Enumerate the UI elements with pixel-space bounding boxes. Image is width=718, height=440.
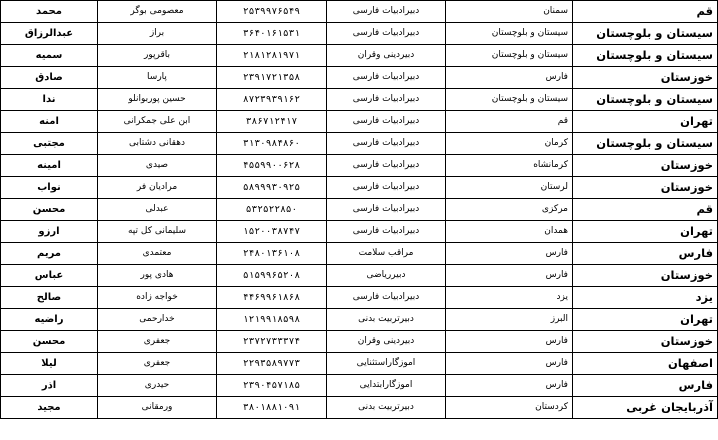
- national-code-cell: ۸۷۲۳۹۳۹۱۶۲: [217, 89, 327, 111]
- city-cell: سمنان: [446, 1, 573, 23]
- job-title-cell: دبیرادبیات فارسی: [327, 23, 446, 45]
- province-cell: اصفهان: [573, 353, 718, 375]
- job-title-cell: اموزگارابتدایی: [327, 375, 446, 397]
- province-cell: آذربایجان غربی: [573, 397, 718, 419]
- given-name-cell: محسن: [1, 199, 98, 221]
- province-cell: فارس: [573, 375, 718, 397]
- job-title-cell: دبیردینی وقران: [327, 45, 446, 67]
- given-name-cell: مریم: [1, 243, 98, 265]
- national-code-cell: ۲۳۷۲۷۳۳۳۷۴: [217, 331, 327, 353]
- job-title-cell: دبیرتربیت بدنی: [327, 397, 446, 419]
- table-row: [1, 111, 718, 133]
- family-name-cell: عبدلی: [98, 199, 217, 221]
- job-title-cell: دبیرادبیات فارسی: [327, 1, 446, 23]
- city-cell: سیستان و بلوچستان: [446, 23, 573, 45]
- job-title-cell: دبیرتربیت بدنی: [327, 309, 446, 331]
- family-name-cell: صیدی: [98, 155, 217, 177]
- given-name-cell: مجتبی: [1, 133, 98, 155]
- province-cell: فارس: [573, 243, 718, 265]
- city-cell: یزد: [446, 287, 573, 309]
- table-row: [1, 309, 718, 331]
- job-title-cell: دبیرادبیات فارسی: [327, 89, 446, 111]
- table-row: [1, 89, 718, 111]
- table-row: [1, 287, 718, 309]
- job-title-cell: دبیرادبیات فارسی: [327, 177, 446, 199]
- province-cell: سیستان و بلوچستان: [573, 133, 718, 155]
- city-cell: فارس: [446, 243, 573, 265]
- job-title-cell: دبیرادبیات فارسی: [327, 111, 446, 133]
- national-code-cell: ۳۶۴۰۱۶۱۵۳۱: [217, 23, 327, 45]
- national-code-cell: ۴۴۶۹۹۶۱۸۶۸: [217, 287, 327, 309]
- given-name-cell: سمیه: [1, 45, 98, 67]
- city-cell: لرستان: [446, 177, 573, 199]
- national-code-cell: ۲۳۹۰۴۵۷۱۸۵: [217, 375, 327, 397]
- city-cell: کردستان: [446, 397, 573, 419]
- city-cell: فارس: [446, 353, 573, 375]
- table-row: [1, 177, 718, 199]
- family-name-cell: باقرپور: [98, 45, 217, 67]
- national-code-cell: ۴۵۵۹۹۰۰۶۲۸: [217, 155, 327, 177]
- table-row: [1, 221, 718, 243]
- given-name-cell: عباس: [1, 265, 98, 287]
- table-row: [1, 353, 718, 375]
- national-code-cell: ۳۸۶۷۱۲۴۱۷: [217, 111, 327, 133]
- province-cell: تهران: [573, 221, 718, 243]
- job-title-cell: دبیرادبیات فارسی: [327, 67, 446, 89]
- table-row: [1, 375, 718, 397]
- national-code-cell: ۲۲۹۳۵۸۹۷۷۳: [217, 353, 327, 375]
- given-name-cell: عبدالرزاق: [1, 23, 98, 45]
- city-cell: قم: [446, 111, 573, 133]
- family-name-cell: سلیمانی کل تپه: [98, 221, 217, 243]
- province-cell: سیستان و بلوچستان: [573, 45, 718, 67]
- job-title-cell: دبیرریاضی: [327, 265, 446, 287]
- family-name-cell: مرادیان فر: [98, 177, 217, 199]
- family-name-cell: هادی پور: [98, 265, 217, 287]
- family-name-cell: معصومی بوگر: [98, 1, 217, 23]
- job-title-cell: دبیرادبیات فارسی: [327, 287, 446, 309]
- province-cell: تهران: [573, 309, 718, 331]
- city-cell: سیستان و بلوچستان: [446, 89, 573, 111]
- family-name-cell: پارسا: [98, 67, 217, 89]
- national-code-cell: ۳۸۰۱۸۸۱۰۹۱: [217, 397, 327, 419]
- job-title-cell: دبیرادبیات فارسی: [327, 199, 446, 221]
- province-cell: یزد: [573, 287, 718, 309]
- table-row: [1, 397, 718, 419]
- province-cell: خوزستان: [573, 67, 718, 89]
- family-name-cell: خدارحمی: [98, 309, 217, 331]
- table-row: [1, 265, 718, 287]
- given-name-cell: ندا: [1, 89, 98, 111]
- city-cell: کرمانشاه: [446, 155, 573, 177]
- family-name-cell: حسین پوربوانلو: [98, 89, 217, 111]
- given-name-cell: صادق: [1, 67, 98, 89]
- province-cell: سیستان و بلوچستان: [573, 89, 718, 111]
- given-name-cell: محسن: [1, 331, 98, 353]
- given-name-cell: اذر: [1, 375, 98, 397]
- province-cell: سیستان و بلوچستان: [573, 23, 718, 45]
- city-cell: فارس: [446, 375, 573, 397]
- family-name-cell: ورمقانی: [98, 397, 217, 419]
- given-name-cell: راضیه: [1, 309, 98, 331]
- national-code-cell: ۳۱۳۰۹۸۴۸۶۰: [217, 133, 327, 155]
- given-name-cell: لیلا: [1, 353, 98, 375]
- given-name-cell: صالح: [1, 287, 98, 309]
- family-name-cell: دهقانی دشتابی: [98, 133, 217, 155]
- job-title-cell: اموزگاراستثنایی: [327, 353, 446, 375]
- family-name-cell: معتمدی: [98, 243, 217, 265]
- city-cell: فارس: [446, 265, 573, 287]
- national-code-cell: ۲۳۹۱۷۲۱۳۵۸: [217, 67, 327, 89]
- given-name-cell: امینه: [1, 155, 98, 177]
- table-row: [1, 331, 718, 353]
- province-cell: خوزستان: [573, 177, 718, 199]
- table-row: [1, 243, 718, 265]
- job-title-cell: دبیرادبیات فارسی: [327, 133, 446, 155]
- city-cell: البرز: [446, 309, 573, 331]
- table-row: [1, 155, 718, 177]
- job-title-cell: دبیرادبیات فارسی: [327, 155, 446, 177]
- table-row: [1, 1, 718, 23]
- city-cell: فارس: [446, 331, 573, 353]
- table-row: [1, 23, 718, 45]
- city-cell: همدان: [446, 221, 573, 243]
- national-code-cell: ۵۸۹۹۹۳۰۹۲۵: [217, 177, 327, 199]
- national-code-cell: ۵۱۵۹۹۶۵۲۰۸: [217, 265, 327, 287]
- given-name-cell: نواب: [1, 177, 98, 199]
- province-cell: قم: [573, 199, 718, 221]
- national-code-cell: ۱۲۱۹۹۱۸۵۹۸: [217, 309, 327, 331]
- given-name-cell: امنه: [1, 111, 98, 133]
- table-row: [1, 199, 718, 221]
- job-title-cell: مراقب سلامت: [327, 243, 446, 265]
- province-cell: تهران: [573, 111, 718, 133]
- family-name-cell: براز: [98, 23, 217, 45]
- national-code-cell: ۲۴۸۰۱۳۶۱۰۸: [217, 243, 327, 265]
- family-name-cell: جعفری: [98, 331, 217, 353]
- family-name-cell: جعفری: [98, 353, 217, 375]
- family-name-cell: حیدری: [98, 375, 217, 397]
- city-cell: سیستان و بلوچستان: [446, 45, 573, 67]
- national-code-cell: ۵۳۲۵۲۲۸۵۰: [217, 199, 327, 221]
- roster-table-body: [1, 1, 718, 419]
- national-code-cell: ۱۵۲۰۰۳۸۷۴۷: [217, 221, 327, 243]
- table-row: [1, 45, 718, 67]
- province-cell: خوزستان: [573, 331, 718, 353]
- given-name-cell: مجید: [1, 397, 98, 419]
- national-code-cell: ۲۵۳۹۹۷۶۵۴۹: [217, 1, 327, 23]
- province-cell: خوزستان: [573, 155, 718, 177]
- city-cell: کرمان: [446, 133, 573, 155]
- family-name-cell: ابن علی جمکرانی: [98, 111, 217, 133]
- family-name-cell: خواجه زاده: [98, 287, 217, 309]
- province-cell: قم: [573, 1, 718, 23]
- province-cell: خوزستان: [573, 265, 718, 287]
- city-cell: مرکزی: [446, 199, 573, 221]
- given-name-cell: محمد: [1, 1, 98, 23]
- job-title-cell: دبیردینی وقران: [327, 331, 446, 353]
- city-cell: فارس: [446, 67, 573, 89]
- job-title-cell: دبیرادبیات فارسی: [327, 221, 446, 243]
- table-row: [1, 133, 718, 155]
- table-row: [1, 67, 718, 89]
- national-code-cell: ۲۱۸۱۲۸۱۹۷۱: [217, 45, 327, 67]
- given-name-cell: ارزو: [1, 221, 98, 243]
